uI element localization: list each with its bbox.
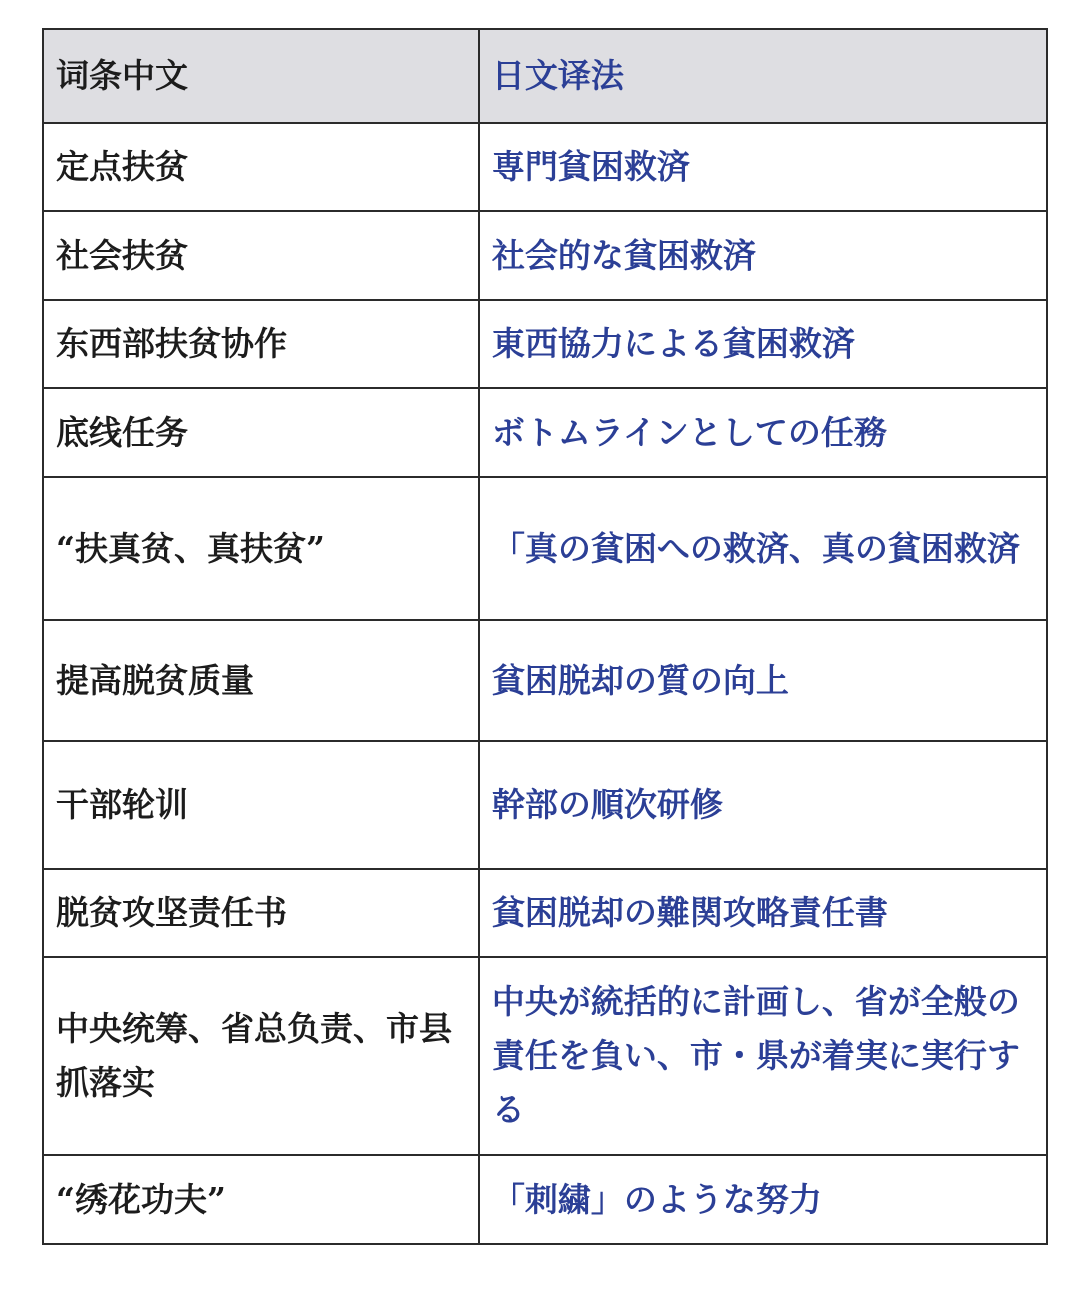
japanese-translation-cell: 「真の貧困への救済、真の貧困救済	[479, 477, 1047, 620]
japanese-translation-cell: 貧困脱却の難関攻略責任書	[479, 869, 1047, 957]
table-row	[43, 123, 1047, 211]
table-row	[43, 211, 1047, 300]
table-row	[43, 957, 1047, 1155]
chinese-term-cell: 中央统筹、省总负责、市县抓落实	[43, 957, 479, 1155]
chinese-term-cell: “绣花功夫”	[43, 1155, 479, 1244]
chinese-term-cell: 干部轮训	[43, 741, 479, 869]
table-row	[43, 1155, 1047, 1244]
japanese-translation-cell: 社会的な貧困救済	[479, 211, 1047, 300]
japanese-translation-cell: 幹部の順次研修	[479, 741, 1047, 869]
table-row	[43, 869, 1047, 957]
table-row	[43, 388, 1047, 477]
japanese-translation-cell: 「刺繍」のような努力	[479, 1155, 1047, 1244]
table-row	[43, 741, 1047, 869]
chinese-term-cell: 社会扶贫	[43, 211, 479, 300]
japanese-translation-cell: 専門貧困救済	[479, 123, 1047, 211]
chinese-term-cell: “扶真贫、真扶贫”	[43, 477, 479, 620]
header-japanese-translation: 日文译法	[479, 29, 1047, 123]
table-row	[43, 477, 1047, 620]
chinese-term-cell: 脱贫攻坚责任书	[43, 869, 479, 957]
header-chinese-term: 词条中文	[43, 29, 479, 123]
japanese-translation-cell: ボトムラインとしての任務	[479, 388, 1047, 477]
table-row	[43, 300, 1047, 388]
table-header-row	[43, 29, 1047, 123]
chinese-term-cell: 提高脱贫质量	[43, 620, 479, 741]
chinese-term-cell: 东西部扶贫协作	[43, 300, 479, 388]
chinese-term-cell: 底线任务	[43, 388, 479, 477]
table-row	[43, 620, 1047, 741]
japanese-translation-cell: 東西協力による貧困救済	[479, 300, 1047, 388]
terminology-table	[42, 28, 1048, 1245]
chinese-term-cell: 定点扶贫	[43, 123, 479, 211]
japanese-translation-cell: 貧困脱却の質の向上	[479, 620, 1047, 741]
japanese-translation-cell: 中央が統括的に計画し、省が全般の責任を負い、市・県が着実に実行する	[479, 957, 1047, 1155]
